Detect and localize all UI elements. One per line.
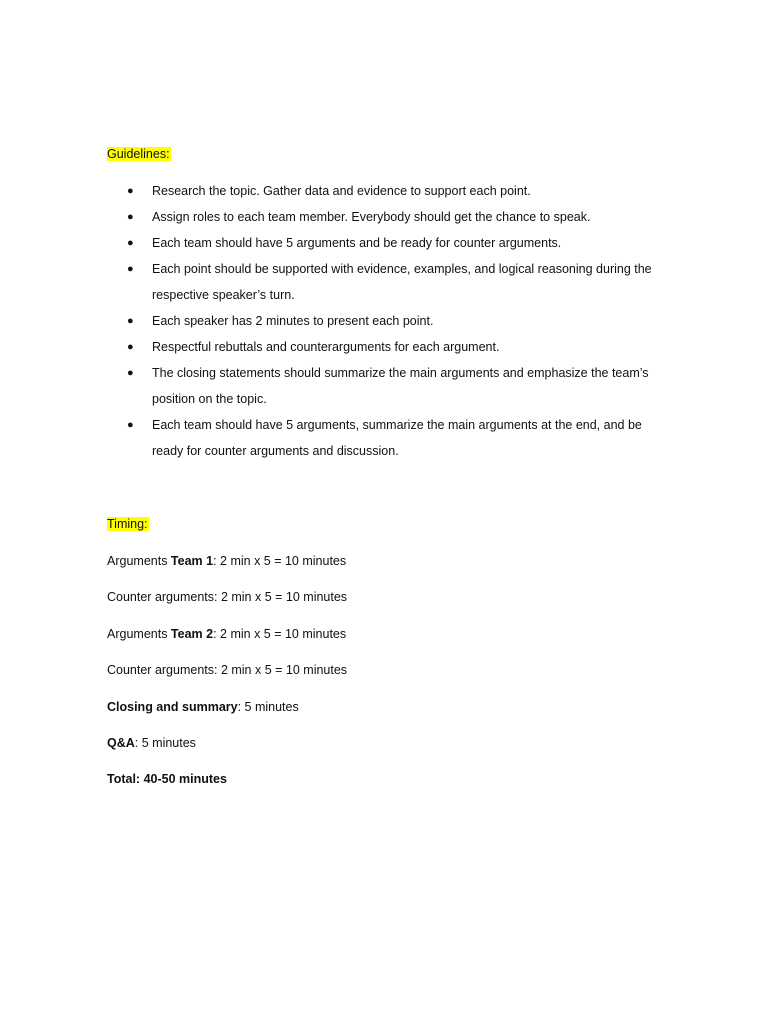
timing-row-suffix: : 5 minutes [134, 735, 196, 750]
list-item [107, 204, 667, 230]
list-item [107, 230, 667, 256]
timing-heading-text: Timing: [107, 517, 148, 531]
timing-row-bold: Total: 40-50 minutes [107, 772, 227, 787]
timing-row-bold: Closing and summary [107, 699, 238, 714]
timing-row-prefix: Counter arguments: 2 min x 5 = 10 minutes [107, 590, 348, 605]
timing-row-arguments-team-2 [107, 625, 667, 661]
list-item-text: Each team should have 5 arguments and be ready for counter arguments. [152, 236, 562, 250]
list-item-text: Each speaker has 2 minutes to present each point. [152, 314, 434, 328]
guidelines-heading [107, 146, 171, 162]
timing-row-closing-summary [107, 698, 667, 734]
timing-row-prefix: Counter arguments: 2 min x 5 = 10 minutes [107, 663, 348, 678]
bullet-icon: ● [127, 315, 134, 327]
timing-row-total [107, 770, 667, 806]
timing-row-prefix: Arguments [107, 554, 171, 568]
list-item-text: Each point should be supported with evidence, examples, and logical reasoning during the respective speaker’s turn. [152, 262, 652, 302]
bullet-icon: ● [127, 341, 134, 353]
timing-row-counter-arguments-2 [107, 661, 667, 697]
list-item [107, 308, 667, 334]
timing-list [107, 552, 667, 807]
bullet-icon: ● [127, 185, 134, 197]
list-item [107, 334, 667, 360]
bullet-icon: ● [127, 419, 134, 431]
list-item [107, 256, 667, 308]
list-item [107, 178, 667, 204]
list-item [107, 412, 667, 464]
timing-row-bold: Q&A [107, 735, 135, 750]
timing-row-qa [107, 734, 667, 770]
guidelines-list [107, 178, 667, 464]
timing-row-bold: Team 2 [170, 626, 214, 641]
timing-row-suffix: : 5 minutes [237, 699, 299, 714]
list-item-text: Each team should have 5 arguments, summarize the main arguments at the end, and be ready for counter arguments and discussion. [152, 418, 642, 458]
list-item [107, 360, 667, 412]
list-item-text: Research the topic. Gather data and evidence to support each point. [152, 184, 531, 198]
timing-row-bold: Team 1 [170, 554, 214, 568]
timing-row-arguments-team-1 [107, 552, 667, 588]
timing-row-counter-arguments-1 [107, 588, 667, 624]
list-item-text: Assign roles to each team member. Everybody should get the chance to speak. [152, 210, 591, 224]
timing-row-suffix: : 2 min x 5 = 10 minutes [213, 554, 347, 568]
timing-heading [107, 516, 149, 532]
list-item-text: Respectful rebuttals and counterarguments for each argument. [152, 340, 500, 354]
bullet-icon: ● [127, 237, 134, 249]
bullet-icon: ● [127, 211, 134, 223]
timing-row-suffix: : 2 min x 5 = 10 minutes [213, 626, 347, 641]
list-item-text: The closing statements should summarize the main arguments and emphasize the team’s position on the topic. [152, 366, 649, 406]
bullet-icon: ● [127, 367, 134, 379]
timing-row-prefix: Arguments [107, 626, 171, 641]
guidelines-heading-text: Guidelines: [107, 147, 170, 161]
bullet-icon: ● [127, 263, 134, 275]
